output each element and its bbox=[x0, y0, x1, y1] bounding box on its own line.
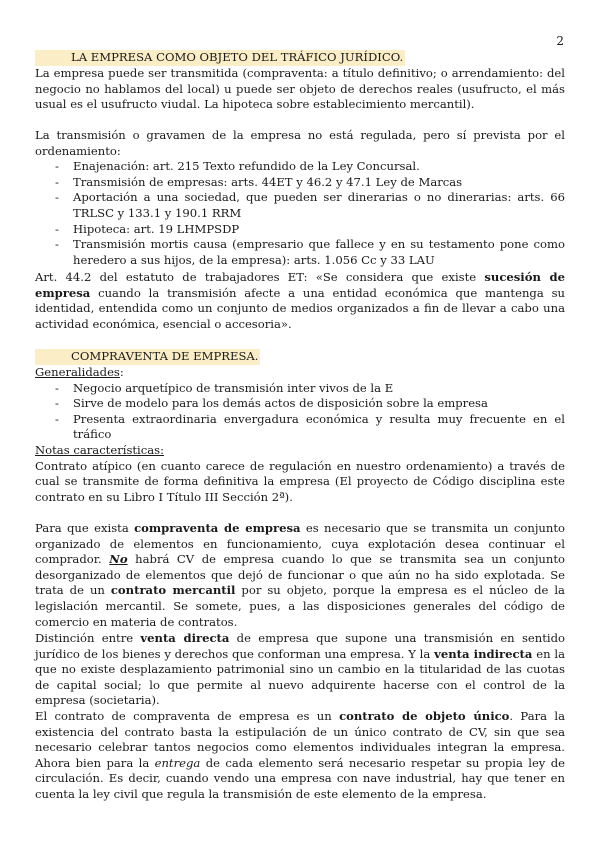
paragraph bbox=[35, 631, 565, 709]
et-article-paragraph bbox=[35, 270, 565, 332]
et-article-block bbox=[35, 270, 565, 332]
text-run: habrá CV de empresa cuando lo que se transmita sea un conjunto desorganizado de elementos que dejó de funcionar o que aún no ha sido explotada. Se trata de un bbox=[35, 552, 565, 598]
text-run: Distinción entre bbox=[35, 631, 141, 645]
generalidades-label-row bbox=[35, 365, 565, 381]
text-run: cuando la transmisión afecte a una entidad económica que mantenga su identidad, entendida como un conjunto de medios organizados a fin de llevar a cabo una actividad económica, esencial o accesoria». bbox=[35, 285, 565, 331]
paragraph bbox=[35, 521, 565, 630]
regulation-block bbox=[35, 128, 565, 268]
list-item: - Hipoteca: art. 19 LHMPSDP bbox=[55, 222, 565, 238]
compraventa-paragraph-1 bbox=[35, 521, 565, 630]
generalidades-list bbox=[35, 381, 565, 443]
text-run: en la que no existe desplazamiento patrimonial sino un cambio en la titularidad de las cuotas de capital social; lo que permite al nuevo adquirente hacerse con el control de la empresa (societaria). bbox=[35, 646, 565, 708]
text-run: de empresa que supone una transmisión en sentido jurídico de los bienes y derechos que conforman una empresa. Y la bbox=[35, 631, 565, 661]
text-run: Art. 44.2 del estatuto de trabajadores ET: «Se considera que existe bbox=[35, 270, 485, 284]
notas-label-row bbox=[35, 443, 565, 459]
section-1-heading-row bbox=[35, 50, 565, 66]
list-item: - Transmisión mortis causa (empresario que fallece y en su testamento pone como heredero a sus hijos, de la empresa): arts. 1.056 Cc y 33 LAU bbox=[55, 237, 565, 268]
text-run: El contrato de compraventa de empresa es un bbox=[35, 709, 340, 723]
bold-term: contrato mercantil bbox=[110, 583, 236, 598]
list-item: - Aportación a una sociedad, que pueden ser dinerarias o no dinerarias: arts. 66 TRLSC y 133.1 y 190.1 RRM bbox=[55, 190, 565, 221]
list-item: - Transmisión de empresas: arts. 44ET y 46.2 y 47.1 Ley de Marcas bbox=[55, 175, 565, 191]
italic-term: entrega bbox=[154, 755, 201, 770]
notas-paragraph: Contrato atípico (en cuanto carece de regulación en nuestro ordenamiento) a través de cual se transmite de forma definitiva la empresa (El proyecto de Código disciplina este contrato en su Libro I Título III Sección 2ª). bbox=[35, 458, 565, 504]
text-run: . Para la existencia del contrato basta la estipulación de un único contrato de CV, sin que sea necesario celebrar tantos negocios como elementos individuales integran la empresa. Ahora bien para la bbox=[35, 709, 565, 770]
list-item: - Negocio arquetípico de transmisión inter vivos de la E bbox=[55, 381, 565, 397]
regulation-list bbox=[35, 159, 565, 268]
bold-term: contrato de objeto único bbox=[339, 709, 510, 723]
bold-term: venta indirecta bbox=[434, 646, 533, 661]
notas-block bbox=[35, 443, 565, 505]
bold-term: sucesión de empresa bbox=[35, 270, 565, 300]
text-run: Para que exista bbox=[35, 521, 135, 535]
text-run: de cada elemento será necesario respetar su propia ley de circulación. Es decir, cuando vendo una empresa con nave industrial, hay que tener en cuenta la ley civil que regula la transmisión de este elemento de la empresa. bbox=[35, 755, 565, 801]
compraventa-paragraph-2 bbox=[35, 631, 565, 709]
page-number: 2 bbox=[556, 34, 564, 48]
intro-paragraph: La empresa puede ser transmitida (compraventa: a título definitivo; o arrendamiento: del negocio no hablamos del local) u puede ser objeto de derechos reales (usufructo, el más usual es el usufructo viudal. La hipoteca sobre establecimiento mercantil). bbox=[35, 66, 565, 112]
generalidades-label: Generalidades bbox=[35, 365, 120, 379]
list-item: - Enajenación: art. 215 Texto refundido de la Ley Concursal. bbox=[55, 159, 565, 175]
paragraph bbox=[35, 709, 565, 803]
bold-term: compraventa de empresa bbox=[134, 521, 301, 535]
generalidades-block bbox=[35, 365, 565, 443]
notas-label: Notas características: bbox=[35, 443, 165, 457]
section-2-heading-row bbox=[35, 349, 565, 365]
colon: : bbox=[119, 365, 124, 379]
text-run: es necesario que se transmita un conjunto organizado de elementos en funcionamiento, cuya explotación desea continuar el comprador. bbox=[35, 521, 565, 567]
list-item: - Presenta extraordinaria envergadura económica y resulta muy frecuente en el tráfico bbox=[55, 412, 565, 443]
emphasis-no: No bbox=[109, 552, 128, 567]
list-item: - Sirve de modelo para los demás actos de disposición sobre la empresa bbox=[55, 396, 565, 412]
text-run: por su objeto, porque la empresa es el núcleo de la legislación mercantil. Se somete, pues, a las disposiciones generales del código de comercio en materia de contratos. bbox=[35, 583, 565, 629]
compraventa-paragraph-3 bbox=[35, 709, 565, 803]
section-2-heading: COMPRAVENTA DE EMPRESA. bbox=[35, 349, 260, 365]
regulation-intro: La transmisión o gravamen de la empresa no está regulada, pero sí prevista por el ordenamiento: bbox=[35, 128, 565, 158]
section-1-heading: LA EMPRESA COMO OBJETO DEL TRÁFICO JURÍDICO. bbox=[35, 50, 405, 66]
section-1-intro bbox=[35, 66, 565, 113]
bold-term: venta directa bbox=[140, 631, 230, 645]
